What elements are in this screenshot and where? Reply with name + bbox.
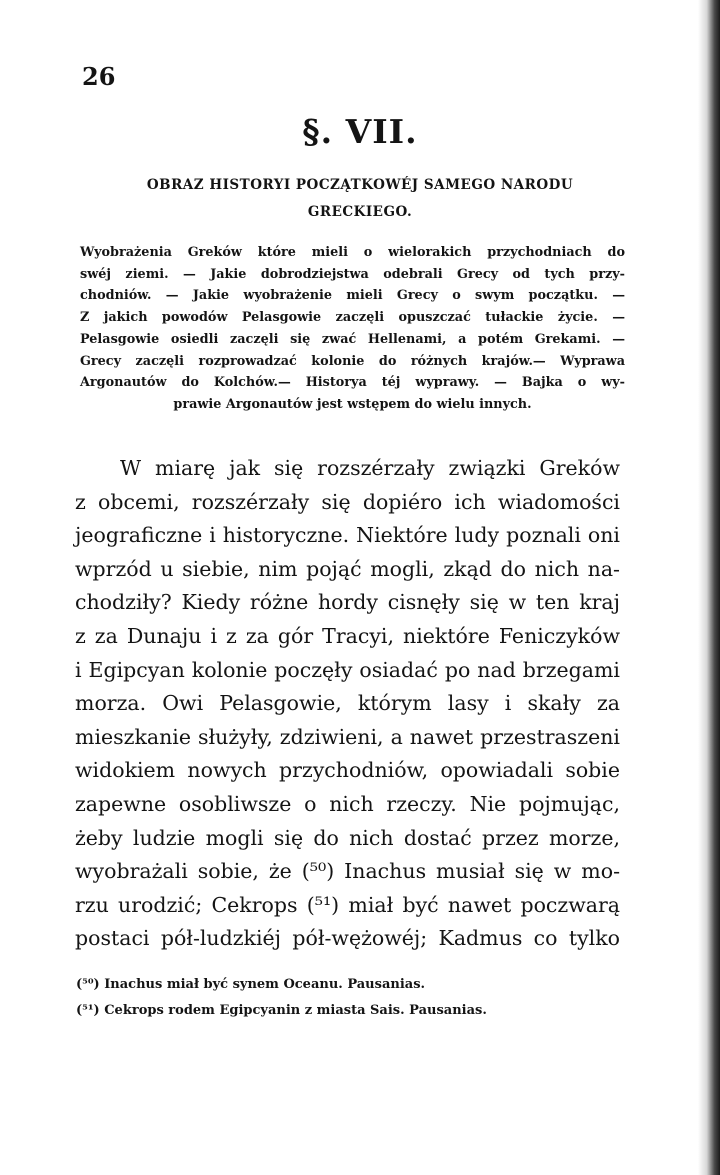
summary-line: swéj ziemi. — Jakie dobrodziejstwa odebrali Grecy od tych przy- [80,266,625,282]
section-title: §. VII. [302,112,418,151]
footnote-51: (⁵¹) Cekrops rodem Egipcyanin z miasta Sais. Pausanias. [76,1003,487,1018]
chapter-heading-line: OBRAZ HISTORYI POCZĄTKOWÉJ SAMEGO NARODU [146,177,574,193]
body-line: morza. Owi Pelasgowie, którym lasy i skały za [75,691,620,716]
footnote-50: (⁵⁰) Inachus miał być synem Oceanu. Pausanias. [76,977,426,992]
chapter-heading [100,172,620,226]
summary-line: Grecy zaczęli rozprowadzać kolonie do różnych krajów.— Wyprawa [80,353,625,369]
body-line: zapewne osobliwsze o nich rzeczy. Nie pojmując, [75,791,620,816]
summary-line: Pelasgowie osiedli zaczęli się zwać Hellenami, a potém Grekami. — [80,331,625,347]
body-line: żeby ludzie mogli się do nich dostać przez morze, [75,825,620,850]
body-line: postaci pół-ludzkiéj pół-wężowéj; Kadmus co tylko [75,926,620,951]
footnotes [76,972,621,1024]
summary-line: prawie Argonautów jest wstępem do wielu innych. [173,396,532,412]
chapter-summary [80,242,625,416]
body-line: W miarę jak się rozszérzały związki Greków [120,456,620,480]
body-line: jeograficzne i historyczne. Niektóre ludy poznali oni [75,523,620,548]
body-line: mieszkanie służyły, zdziwieni, a nawet przestraszeni [75,724,620,749]
body-paragraph [75,452,620,956]
summary-line: Argonautów do Kolchów.— Historya téj wyprawy. — Bajka o wy- [80,375,625,391]
body-line: z za Dunaju i z za gór Tracyi, niektóre Feniczyków [75,623,620,648]
summary-line: Z jakich powodów Pelasgowie zaczęli opuszczać tułackie życie. — [80,310,625,326]
body-line: wyobrażali sobie, że (⁵⁰) Inachus musiał się w mo- [75,859,620,884]
page-number: 26 [82,62,116,91]
chapter-heading-line: GRECKIEGO. [307,204,413,220]
page-edge-shadow [698,0,720,1175]
body-line: widokiem nowych przychodniów, opowiadali sobie [75,758,620,783]
body-line: chodziły? Kiedy różne hordy cisnęły się w ten kraj [75,590,620,615]
body-line: i Egipcyan kolonie poczęły osiadać po nad brzegami [75,657,620,682]
summary-line: chodniów. — Jakie wyobrażenie mieli Grecy o swym początku. — [80,288,625,304]
body-line: rzu urodzić; Cekrops (⁵¹) miał być nawet poczwarą [75,892,620,917]
body-line: z obcemi, rozszérzały się dopiéro ich wiadomości [75,489,620,514]
summary-line: Wyobrażenia Greków które mieli o wielorakich przychodniach do [80,245,625,260]
body-line: wprzód u siebie, nim pojąć mogli, zkąd do nich na- [75,556,620,581]
